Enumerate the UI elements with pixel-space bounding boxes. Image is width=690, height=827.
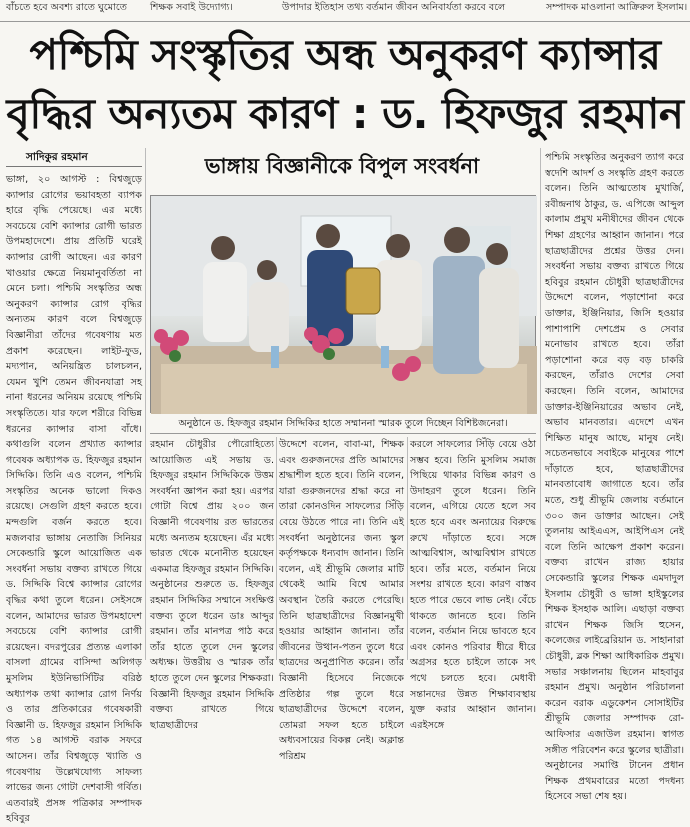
article-column-mid-3 bbox=[410, 437, 536, 731]
top-strip-right1: উপাদার ইতিহাস তথ্য বর্তমান জীবন অনিবার্যতা করবে বলে bbox=[282, 2, 506, 13]
column-divider bbox=[540, 148, 541, 660]
article-text-mid-3: করলে সাফল্যের সিঁড়ি বেয়ে ওঠা সম্ভব হবে। তিনি মুসলিম সমাজ পিছিয়ে থাকার বিভিন্ন কারণ ও উদাহরণ তুলে ধরেন। তিনি বলেন, এগিয়ে যেতে হলে সব হতে হবে এবং অন্যায়ের বিরুদ্ধে রুখে দাঁড়াতে হবে। সঙ্গে আত্মবিশ্বাস, আত্মবিশ্বাস রাখতে হবে। তাঁর মতে, বর্তমান নিয়ে সংশয় রাখতে হবে। কারণ বাস্তব হতে পারে ভেবে লাভ নেই। বেঁচে থাকতে জানতে হবে। তিনি বলেন, বর্তমান নিয়ে ভাবতে হবে এবং কোনও পরিবার ধীরে ধীরে অগ্রসর হতে চাইলে তাকে সৎ পথে চলতে হবে। মেধাবী সন্তানদের উন্নত শিক্ষাব্যবস্থায় যুক্ত করার আহ্বান জানান। এরইসঙ্গে bbox=[410, 439, 536, 731]
photo-caption: অনুষ্ঠানে ড. হিফজুর রহমান সিদ্দিকির হাতে সম্মাননা স্মারক তুলে দিচ্ছেন বিশিষ্টজনেরা। bbox=[150, 414, 536, 434]
column-divider bbox=[276, 437, 277, 660]
top-strip-mid: শিক্ষক সবাই উদ্যোগ্য। bbox=[150, 2, 233, 13]
column-divider bbox=[407, 437, 408, 660]
byline-rule bbox=[6, 166, 142, 167]
photo-illustration bbox=[151, 196, 537, 414]
article-text-mid-2: উদ্দেশে বলেন, বাবা-মা, শিক্ষক এবং গুরুজনদের প্রতি আমাদের শ্রদ্ধাশীল হতে হবে। তিনি বলেন, যারা গুরুজনদের শ্রদ্ধা করে না তারা কোনওদিন সাফল্যের সিঁড়ি বেয়ে উঠতে পারে না। তিনি এই সংবর্ধনা অনুষ্ঠানের জন্য স্কুল কর্তৃপক্ষকে ধন্যবাদ জানান। তিনি বলেন, এই শ্রীভূমি জেলার মাটি থেকেই আমি বিশ্বে আমার অবস্থান তৈরি করতে পেরেছি। তিনি ছাত্রছাত্রীদের বিজ্ঞানমুখী হওয়ার আহ্বান জানান। তাঁর জীবনের উত্থান-পতন তুলে ধরে ছাত্রদের অনুপ্রাণিত করেন। তাঁর বিজ্ঞানী হিসেবে নিজেকে প্রতিষ্ঠার গল্প তুলে ধরে ছাত্রছাত্রীদের উদ্দেশে বলেন, তোমরা সফল হতে চাইলে অধ্যবসায়ের বিকল্প নেই। অক্লান্ত পরিশ্রম bbox=[279, 439, 404, 762]
article-text-right: পশ্চিমি সংস্কৃতির অনুকরণ ত্যাগ করে স্বদেশি আদর্শ ও সংস্কৃতি গ্রহণ করতে বলেন। তিনি আত্মতোষ মুখার্জি, রবীন্দ্রনাথ ঠাকুর, ড. এপিজে আব্দুল কালাম প্রমুখ মনীষীদের জীবন থেকে শিক্ষা গ্রহণের আহ্বান জানান। পরে ছাত্রছাত্রীদের প্রশ্নের উত্তর দেন। সংবর্ধনা সভায় বক্তব্য রাখতে গিয়ে হবিবুর রহমান চৌধুরী ছাত্রছাত্রীদের উদ্দেশে বলেন, পড়াশোনা করে ডাক্তার, ইঞ্জিনিয়ার, জিসি হওয়ার পাশাপাশি দেশপ্রেম ও সেবার মনোভাব রাখতে হবে। তাঁরা পড়াশোনা করে বড় বড় চাকরি করছেন, তাঁরাও দেশের সেবা করছেন। তিনি বলেন, আমাদের ডাক্তার-ইঞ্জিনিয়ারের অভাব নেই, অভাব মানবতার। এদেশে এখন শিক্ষিত মানুষ আছে, মানুষ নেই। সচেতনভাবে সবাইকে মানুষের পাশে দাঁড়াতে হবে, ছাত্রছাত্রীদের মানবতাবোধ জাগাতে হবে। তাঁর মতে, শুধু শ্রীভূমি জেলায় বর্তমানে ৩০০ জন ডাক্তার আছেন। সেই তুলনায় আইএএস, আইপিএস নেই বলে তিনি আক্ষেপ প্রকাশ করেন। বক্তব্য রাখেন রাজ্য হায়ার সেকেন্ডারি স্কুলের শিক্ষক এমদাদুল ইসলাম চৌধুরী ও ভাঙ্গা হাইস্কুলের শিক্ষক ইসহাক আলি। এছাড়া বক্তব্য রাখেন শিক্ষক জিসি হুসেন, কলেজের লাইব্রেরিয়ান ড. সাহানারা চৌধুরী, ব্লক শিক্ষা আধিকারিক প্রমুখ। সভার সঞ্চালনায় ছিলেন মাহবাবুর রহমান প্রমুখ। অনুষ্ঠান পরিচালনা করেন বরাক এডুকেশন সোসাইটির শ্রীভূমি জেলার সম্পাদক রো-আফিসার এজাউল রহমান। স্বাগত সঙ্গীত পরিবেশন করে স্কুলের ছাত্রীরা। অনুষ্ঠানের সমাপ্তি টানেন প্রধান শিক্ষক প্রথমবারের মতো পদধন্য হিসেবে সভা শেষ হয়। bbox=[545, 152, 684, 803]
article-text-mid-1: রহমান চৌধুরীর পৌরোহিত্যে আয়োজিত এই সভায় ড. হিফজুর রহমান সিদ্দিকিকে উত্তম সংবর্ধনা জ্ঞাপন করা হয়। এরপর গোটা বিশ্বে প্রায় ২০০ জন বিজ্ঞানী গবেষণায় রত ভারতের মধ্যে অন্যতম হয়েছেন। এঁর মধ্যে ভারত থেকে মনোনীত হয়েছেন একমাত্র হিফজুর রহমান সিদ্দিকি। অনুষ্ঠানের শুরুতে ড. হিফজুর রহমান সিদ্দিকির সম্মানে সংক্ষিপ্ত বক্তব্য তুলে ধরেন ডাঃ আব্দুর রহমান। তাঁর মানপত্র পাঠ করে তাঁর হাতে তুলে দেন স্কুলের অধ্যক্ষ। উত্তরীয় ও স্মারক তাঁর হাতে তুলে দেন স্কুলের শিক্ষকরা। বিজ্ঞানী হিফজুর রহমান সিদ্দিকি বক্তব্য রাখতে গিয়ে ছাত্রছাত্রীদের bbox=[150, 439, 274, 731]
headline bbox=[0, 22, 690, 145]
article-column-left bbox=[6, 172, 142, 825]
headline-line-2: বৃদ্ধির অন্যতম কারণ : ড. হিফজুর রহমান bbox=[6, 89, 684, 138]
top-strip-left: বাঁচতে হবে অবশ্য রাতে ঘুমোতে bbox=[6, 2, 127, 13]
article-column-right bbox=[545, 150, 684, 803]
article-text-left: ভাঙ্গা, ২০ আগস্ট : বিশ্বজুড়ে ক্যান্সার রোগের ভয়াবহতা ব্যাপক হারে বৃদ্ধি পেয়েছে। এর মধ্যে সবচেয়ে বেশি ক্যান্সার রোগী ভারত উপমহাদেশে। প্রায় প্রতিটি ঘরেই ক্যান্সার রোগী আছেন। এর কারণ খাওয়ার ক্ষেত্রে নিয়মানুবর্তিতা না মেনে চলা। পশ্চিমি সংস্কৃতির অন্ধ অনুকরণ ক্যান্সার রোগ বৃদ্ধির অন্যতম কারণ বলে বিশ্বজুড়ে বিজ্ঞানীরা তাঁদের গবেষণায় মত প্রকাশ করেছেন। লাইট-ফুড, মদ্যপান, অনিয়ন্ত্রিত চালচলন, যেমন খুশি তেমন জীবনযাত্রা সহ নানা ধরনের অনিয়ম রয়েছে পশ্চিমি সংস্কৃতিতে। যার ফলে শরীরে বিভিন্ন ধরনের ক্যান্সার বাসা বাঁধে। কথাগুলি বলেন প্রখ্যাত ক্যান্সার গবেষক অধ্যাপক ড. হিফজুর রহমান সিদ্দিকি। তিনি এও বলেন, পশ্চিমি সংস্কৃতির অনেক ভালো দিকও রয়েছে। সেগুলি গ্রহণ করতে হবে। মন্দগুলি বর্জন করতে হবে। মজলবার ভাঙ্গায় নেতাজি সিনিয়র সেকেন্ডারি স্কুলে আয়োজিত এক সংবর্ধনা সভায় বক্তব্য রাখতে গিয়ে ড. সিদ্দিকি বিশ্বে ক্যান্সার রোগের বৃদ্ধির কথা তুলে ধরেন। সেইসঙ্গে বলেন, আমাদের ভারত উপমহাদেশ সবচেয়ে বেশি ক্যান্সার রোগী রয়েছেন। বদরপুরের প্রত্যন্ত এলাকা বাসলা গ্রামের বাসিন্দা অলিগড় মুসলিম ইউনিভার্সিটির বরিষ্ঠ অধ্যাপক তথা ক্যান্সার রোগ নির্ণয় ও তার প্রতিকারের গবেষকারী বিজ্ঞানী ড. হিফজুর রহমান সিদ্দিকি গত ১৪ আগস্ট বরাক সফরে আসেন। তাঁর বিশ্বজুড়ে খ্যাতি ও গবেষণায় উল্লেখযোগ্য সাফল্য লাভের জন্য গোটা দেশবাসী গর্বিত। এতবারই প্রসঙ্গ পত্রিকার সম্পাদক হবিবুর bbox=[6, 174, 142, 825]
article-column-mid-1 bbox=[150, 437, 274, 731]
article-column-mid-2 bbox=[279, 437, 404, 762]
top-strip bbox=[0, 0, 690, 22]
top-strip-right2: সম্পাদক মাওলানা আক্রিরুল ইসলাম। bbox=[546, 2, 688, 13]
subheadline: ভাঙ্গায় বিজ্ঞানীকে বিপুল সংবর্ধনা bbox=[204, 154, 480, 178]
headline-line-1: পশ্চিমি সংস্কৃতির অন্ধ অনুকরণ ক্যান্সার bbox=[29, 30, 661, 79]
news-photo bbox=[150, 195, 536, 413]
byline: সাদিকুর রহমান bbox=[26, 151, 88, 163]
column-divider bbox=[145, 148, 146, 660]
